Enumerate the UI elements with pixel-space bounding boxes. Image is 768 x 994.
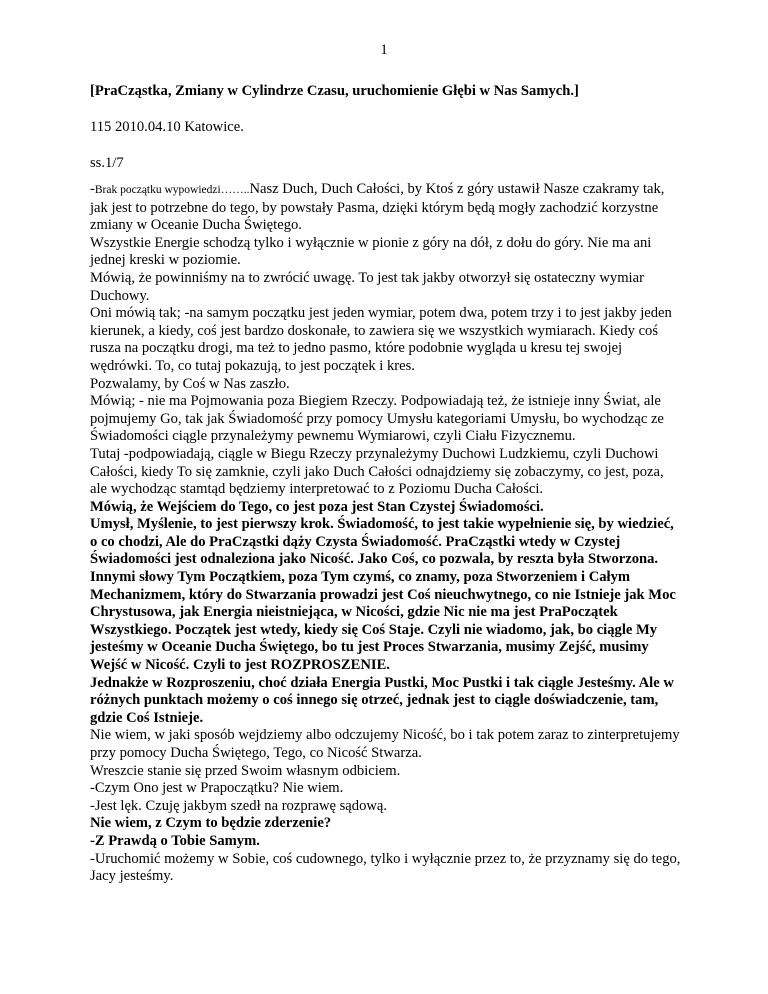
paragraph: Mówią, że powinniśmy na to zwrócić uwagę. To jest tak jakby otworzył się ostateczny wymiar Duchowy. — [90, 269, 644, 304]
paragraph: Tutaj -podpowiadają, ciągle w Biegu Rzeczy przynależymy Duchowi Ludzkiemu, czyli Duchowi Całości, kiedy To się zamknie, czyli jako Duch Całości odnajdziemy się zobaczymy, co jest, poza, ale wychodząc stamtąd będziemy interpretować to z Poziomu Ducha Całości. — [90, 445, 664, 498]
page-number: 1 — [380, 42, 388, 58]
document-body — [90, 181, 682, 886]
document-title: [PraCząstka, Zmiany w Cylindrze Czasu, uruchomienie Głębi w Nas Samych.] — [90, 83, 579, 99]
paragraph: Wreszcie stanie się przed Swoim własnym odbiciem. — [90, 762, 401, 779]
paragraph: Oni mówią tak; -na samym początku jest jeden wymiar, potem dwa, potem trzy i to jest jakby jeden kierunek, a kiedy, coś jest bardzo doskonałe, to zawiera się we wszystkich wymiarach. Kiedy coś rusza na początku drogi, ma też to jedno pasmo, które podobnie wygląda u kresu tej swojej wędrówki. To, co tutaj pokazują, to jest początek i kres. — [90, 305, 672, 374]
paragraph-bold: Umysł, Myślenie, to jest pierwszy krok. Świadomość, to jest takie wypełnienie się, by wiedzieć, o co chodzi, Ale do PraCząstki dąży Czysta Świadomość. PraCząstki wtedy w Czystej Świadomości jest odnaleziona jako Nicość. Jako Coś, co pozwala, by reszta była Stworzona. Innymi słowy Tym Początkiem, poza Tym czymś, co znamy, poza Stworzeniem i Całym Mechanizmem, który do Stwarzania prowadzi jest Coś nieuchwytnego, co nie Istnieje jak Moc Chrystusowa, jak Energia nieistniejąca, w Nicości, gdzie Nic nie ma jest PraPoczątek Wszystkiego. Początek jest wtedy, kiedy się Coś Staje. Czyli nie wiadomo, jak, bo ciągle My jesteśmy w Oceanie Ducha Świętego, bo tu jest Proces Stwarzania, musimy Zejść, musimy Wejść w Nicość. Czyli to jest ROZPROSZENIE. — [90, 516, 676, 674]
paragraph: -Jest lęk. Czuję jakbym szedł na rozprawę sądową. — [90, 797, 388, 814]
paragraph-bold: Nie wiem, z Czym to będzie zderzenie? — [90, 815, 332, 832]
intro-paragraph — [90, 181, 682, 235]
session-info: 115 2010.04.10 Katowice. — [90, 119, 244, 135]
paragraph-bold: -Z Prawdą o Tobie Samym. — [90, 832, 260, 849]
paragraph: Nie wiem, w jaki sposób wejdziemy albo odczujemy Nicość, bo i tak potem zaraz to zinterpretujemy przy pomocy Ducha Świętego, Tego, co Nicość Stwarza. — [90, 727, 680, 761]
paragraph: Wszystkie Energie schodzą tylko i wyłącznie w pionie z góry na dół, z dołu do góry. Nie ma ani jednej kreski w poziomie. — [90, 234, 652, 269]
paragraph: Mówią; - nie ma Pojmowania poza Biegiem Rzeczy. Podpowiadają też, że istnieje inny Świat, ale pojmujemy Go, tak jak Świadomość przy pomocy Umysłu kategoriami Umysłu, bo wychodząc ze Świadomości ciągle przynależymy pewnemu Wymiarowi, czyli Ciału Fizycznemu. — [90, 393, 664, 445]
paragraph: Pozwalamy, by Coś w Nas zaszło. — [90, 375, 290, 392]
paragraph-bold: Jednakże w Rozproszeniu, choć działa Energia Pustki, Moc Pustki i tak ciągle Jesteśmy. Ale w różnych punktach możemy o coś innego się otrzeć, jednak jest to ciągle doświadczenie, tam, gdzie Coś Istnieje. — [90, 674, 674, 726]
pages-reference: ss.1/7 — [90, 155, 124, 171]
paragraph: -Czym Ono jest w Prapoczątku? Nie wiem. — [90, 780, 344, 797]
paragraph: -Uruchomić możemy w Sobie, coś cudownego, tylko i wyłącznie przez to, że przyznamy się do tego, Jacy jesteśmy. — [90, 850, 681, 885]
paragraph-bold: Mówią, że Wejściem do Tego, co jest poza jest Stan Czystej Świadomości. — [90, 498, 544, 515]
intro-prefix: - — [90, 181, 95, 197]
missing-start-note: Brak początku wypowiedzi…….. — [94, 184, 250, 196]
intro-text: Nasz Duch, Duch Całości, by Ktoś z góry ustawił Nasze czakramy tak, jak jest to potrzebne do tego, by powstały Pasma, dzięki którym będą mogły zachodzić korzystne zmiany w Oceanie Ducha Świętego. — [90, 181, 665, 234]
